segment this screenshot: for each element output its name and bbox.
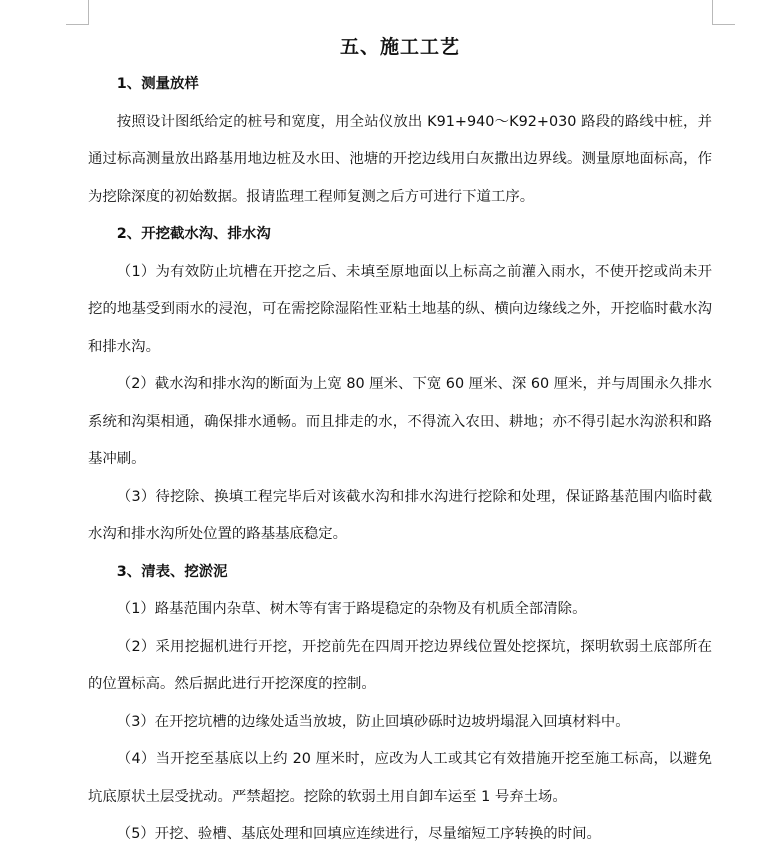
section-heading: 2、开挖截水沟、排水沟	[116, 226, 271, 242]
page-corner-mark-top-left	[66, 0, 89, 25]
paragraph: （3）待挖除、换填工程完毕后对该截水沟和排水沟进行挖除和处理，保证路基范围内临时截水沟和排水沟所处位置的路基基底稳定。	[88, 488, 712, 542]
paragraph: （1）路基范围内杂草、树木等有害于路堤稳定的杂物及有机质全部清除。	[116, 601, 587, 617]
paragraph: （2）截水沟和排水沟的断面为上宽 80 厘米、下宽 60 厘米、深 60 厘米，并与周围永久排水系统和沟渠相通，确保排水通畅。而且排走的水，不得流入农田、耕地；亦不得引起水沟淤积和路基冲刷。	[88, 376, 713, 467]
document-page	[88, 28, 712, 854]
page-title: 五、施工工艺	[339, 36, 460, 58]
section-heading: 3、清表、挖淤泥	[116, 563, 228, 580]
section-survey	[88, 66, 712, 216]
paragraph: （1）为有效防止坑槽在开挖之后、未填至原地面以上标高之前灌入雨水，不使开挖或尚未开挖的地基受到雨水的浸泡，可在需挖除湿陷性亚粘土地基的纵、横向边缘线之外，开挖临时截水沟和排水沟。	[88, 263, 712, 355]
paragraph: （4）当开挖至基底以上约 20 厘米时，应改为人工或其它有效措施开挖至施工标高，以避免坑底原状土层受扰动。严禁超挖。挖除的软弱土用自卸车运至 1 号弃土场。	[88, 751, 712, 805]
section-clearing	[88, 554, 712, 854]
paragraph: （5）开挖、验槽、基底处理和回填应连续进行，尽量缩短工序转换的时间。	[116, 826, 601, 842]
paragraph: （3）在开挖坑槽的边缘处适当放坡，防止回填砂砾时边坡坍塌混入回填材料中。	[116, 713, 630, 730]
paragraph: （2）采用挖掘机进行开挖，开挖前先在四周开挖边界线位置处挖探坑，探明软弱土底部所在的位置标高。然后据此进行开挖深度的控制。	[88, 638, 712, 692]
section-heading: 1、测量放样	[116, 76, 199, 92]
paragraph: 按照设计图纸给定的桩号和宽度，用全站仪放出 K91+940～K92+030 路段的路线中桩，并通过标高测量放出路基用地边桩及水田、池塘的开挖边线用白灰撒出边界线。测量原地面标高，作为挖除深度的初始数据。报请监理工程师复测之后方可进行下道工序。	[88, 113, 712, 205]
section-drainage	[88, 216, 712, 554]
page-corner-mark-top-right	[712, 0, 735, 25]
